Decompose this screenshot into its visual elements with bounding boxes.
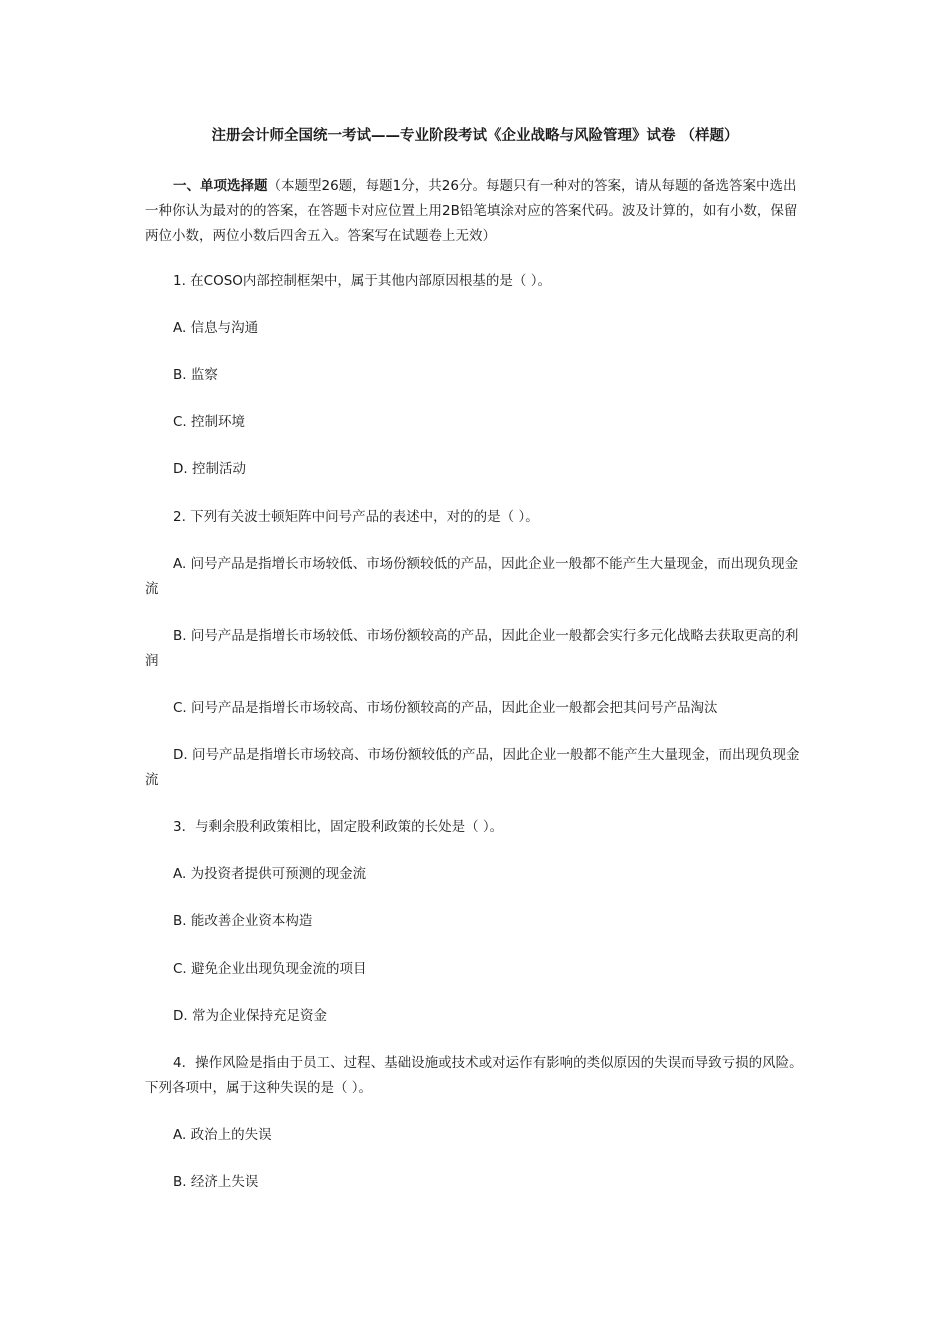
answer-option: C. 问号产品是指增长市场较高、市场份额较高的产品，因此企业一般都会把其问号产品淘汰 [173,700,718,716]
answer-option: B. 监察 [173,367,218,383]
question-stem: 1. 在COSO内部控制框架中，属于其他内部原因根基的是（ ）。 [173,273,551,289]
document-title: 注册会计师全国统一考试——专业阶段考试《企业战略与风险管理》试卷 （样题） [211,128,739,144]
question-stem: 2. 下列有关波士顿矩阵中问号产品的表述中，对的的是（ ）。 [173,509,539,525]
answer-option: D. 控制活动 [173,461,246,477]
answer-option: B. 经济上失误 [173,1174,259,1190]
answer-option: C. 控制环境 [173,414,246,430]
answer-option: A. 政治上的失误 [173,1127,272,1143]
question-stem: 4．操作风险是指由于员工、过程、基础设施或技术或对运作有影响的类似原因的失误而导致亏损的风险。下列各项中，属于这种失误的是（ ）。 [145,1055,803,1096]
section-instructions [145,174,809,249]
answer-option: C. 避免企业出现负现金流的项目 [173,961,367,977]
answer-option: B. 能改善企业资本构造 [173,913,313,929]
answer-option: B. 问号产品是指增长市场较低、市场份额较高的产品，因此企业一般都会实行多元化战略去获取更高的利润 [145,628,799,669]
answer-option: D. 问号产品是指增长市场较高、市场份额较低的产品，因此企业一般都不能产生大量现金，而出现负现金流 [145,747,800,788]
section-heading: 一、单项选择题 [173,178,268,194]
answer-option: A. 问号产品是指增长市场较低、市场份额较低的产品，因此企业一般都不能产生大量现金，而出现负现金流 [145,556,799,597]
section-instructions-text: （本题型26题，每题1分，共26分。每题只有一种对的答案，请从每题的备选答案中选出一种你认为最对的的答案，在答题卡对应位置上用2B铅笔填涂对应的答案代码。波及计算的，如有小数，保留两位小数，两位小数后四舍五入。答案写在试题卷上无效） [145,178,798,244]
answer-option: A. 信息与沟通 [173,320,259,336]
answer-option: A. 为投资者提供可预测的现金流 [173,866,367,882]
question-stem: 3．与剩余股利政策相比，固定股利政策的长处是（ ）。 [173,819,504,835]
answer-option: D. 常为企业保持充足资金 [173,1008,327,1024]
